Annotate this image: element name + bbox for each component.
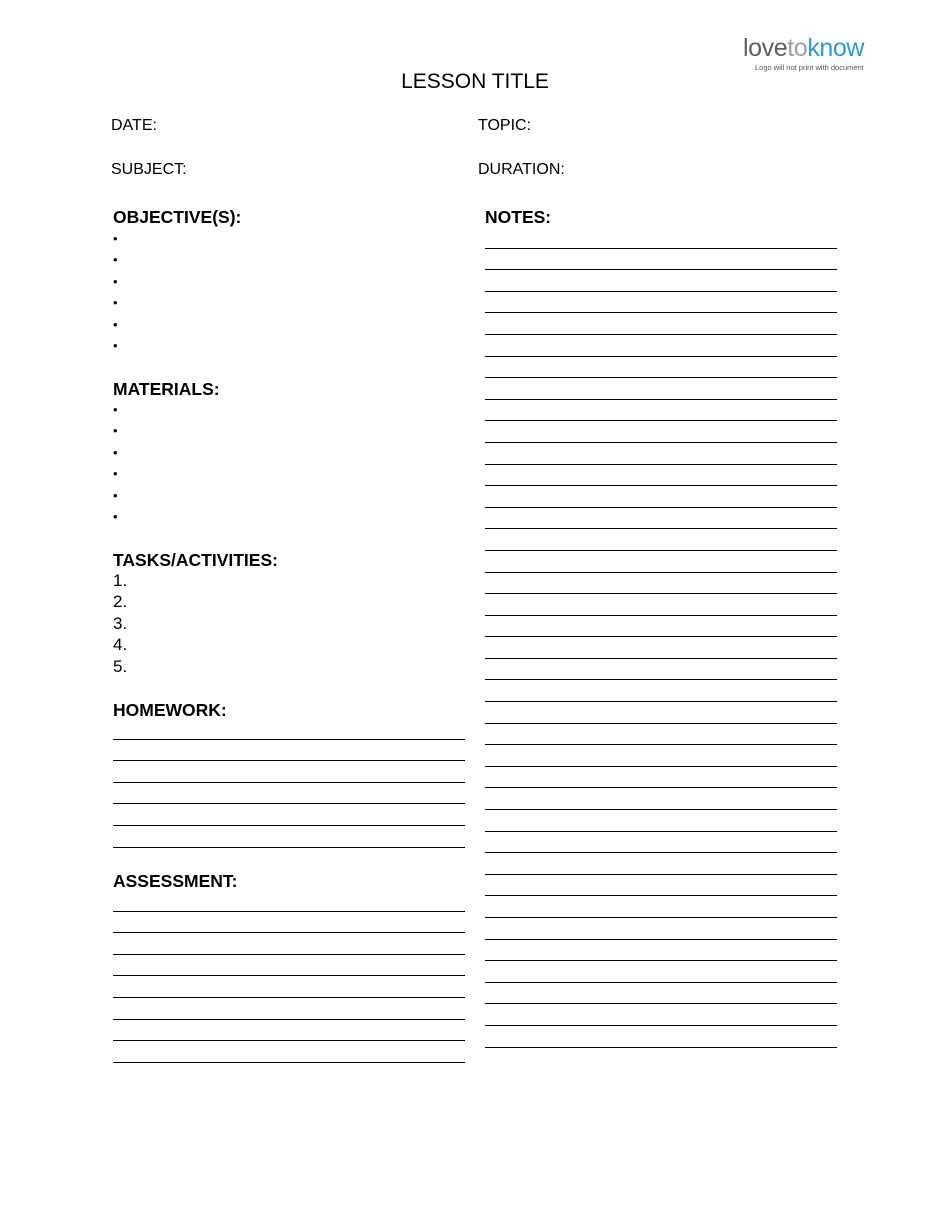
homework-lines — [113, 718, 465, 848]
writing-line[interactable] — [113, 826, 465, 848]
notes-heading: NOTES: — [485, 207, 552, 227]
writing-line[interactable] — [485, 724, 837, 746]
writing-line[interactable] — [485, 573, 837, 595]
writing-line[interactable] — [485, 961, 837, 983]
writing-line[interactable] — [485, 853, 837, 875]
list-item: 5. — [113, 656, 128, 676]
writing-line[interactable] — [485, 767, 837, 789]
writing-line[interactable] — [113, 890, 465, 912]
list-item — [113, 270, 118, 291]
list-item — [113, 313, 118, 334]
writing-line[interactable] — [485, 529, 837, 551]
writing-line[interactable] — [485, 659, 837, 681]
list-item — [113, 419, 118, 440]
writing-line[interactable] — [113, 1020, 465, 1042]
writing-line[interactable] — [485, 443, 837, 465]
list-item: 4. — [113, 635, 128, 655]
writing-line[interactable] — [485, 357, 837, 379]
list-item — [113, 441, 118, 462]
homework-heading: HOMEWORK: — [113, 700, 227, 720]
lesson-title: LESSON TITLE — [401, 70, 549, 93]
writing-line[interactable] — [485, 270, 837, 292]
writing-line[interactable] — [485, 486, 837, 508]
writing-line[interactable] — [113, 804, 465, 826]
assessment-heading: ASSESSMENT: — [113, 871, 238, 891]
assessment-lines — [113, 890, 465, 1063]
list-item — [113, 462, 118, 483]
date-label: DATE: — [111, 117, 157, 134]
list-item — [113, 484, 118, 505]
tasks-list — [113, 570, 127, 677]
list-item — [113, 505, 118, 526]
writing-line[interactable] — [485, 227, 837, 249]
writing-line[interactable] — [485, 810, 837, 832]
materials-heading: MATERIALS: — [113, 379, 220, 399]
writing-line[interactable] — [485, 983, 837, 1005]
list-item — [113, 291, 118, 312]
objectives-heading: OBJECTIVE(S): — [113, 207, 242, 227]
writing-line[interactable] — [485, 292, 837, 314]
writing-line[interactable] — [113, 783, 465, 805]
list-item: 3. — [113, 613, 128, 633]
writing-line[interactable] — [113, 933, 465, 955]
writing-line[interactable] — [113, 998, 465, 1020]
writing-line[interactable] — [113, 761, 465, 783]
list-item — [113, 227, 118, 248]
writing-line[interactable] — [485, 875, 837, 897]
writing-line[interactable] — [485, 1026, 837, 1048]
writing-line[interactable] — [485, 637, 837, 659]
writing-line[interactable] — [485, 788, 837, 810]
list-item — [113, 334, 118, 355]
writing-line[interactable] — [485, 680, 837, 702]
writing-line[interactable] — [485, 594, 837, 616]
writing-line[interactable] — [113, 718, 465, 740]
writing-line[interactable] — [113, 976, 465, 998]
writing-line[interactable] — [485, 421, 837, 443]
list-item — [113, 398, 118, 419]
writing-line[interactable] — [485, 249, 837, 271]
notes-lines — [485, 227, 837, 1048]
list-item: 2. — [113, 592, 128, 612]
list-item — [113, 248, 118, 269]
writing-line[interactable] — [485, 832, 837, 854]
writing-line[interactable] — [485, 313, 837, 335]
list-item: 1. — [113, 571, 128, 590]
writing-line[interactable] — [485, 400, 837, 422]
writing-line[interactable] — [113, 1041, 465, 1063]
subject-label: SUBJECT: — [111, 161, 187, 178]
writing-line[interactable] — [485, 918, 837, 940]
writing-line[interactable] — [485, 745, 837, 767]
writing-line[interactable] — [113, 955, 465, 977]
tasks-heading: TASKS/ACTIVITIES: — [113, 550, 278, 570]
writing-line[interactable] — [485, 616, 837, 638]
writing-line[interactable] — [485, 940, 837, 962]
objectives-list — [113, 227, 118, 355]
writing-line[interactable] — [113, 912, 465, 934]
writing-line[interactable] — [485, 335, 837, 357]
writing-line[interactable] — [485, 378, 837, 400]
logo-note: Logo will not print with document — [755, 63, 864, 72]
logo — [743, 36, 878, 72]
writing-line[interactable] — [485, 465, 837, 487]
writing-line[interactable] — [485, 551, 837, 573]
writing-line[interactable] — [485, 702, 837, 724]
topic-label: TOPIC: — [478, 117, 532, 134]
writing-line[interactable] — [485, 896, 837, 918]
logo-wordmark: lovetoknow — [743, 34, 865, 62]
duration-label: DURATION: — [478, 161, 565, 178]
writing-line[interactable] — [113, 740, 465, 762]
writing-line[interactable] — [485, 508, 837, 530]
writing-line[interactable] — [485, 1004, 837, 1026]
materials-list — [113, 398, 118, 526]
